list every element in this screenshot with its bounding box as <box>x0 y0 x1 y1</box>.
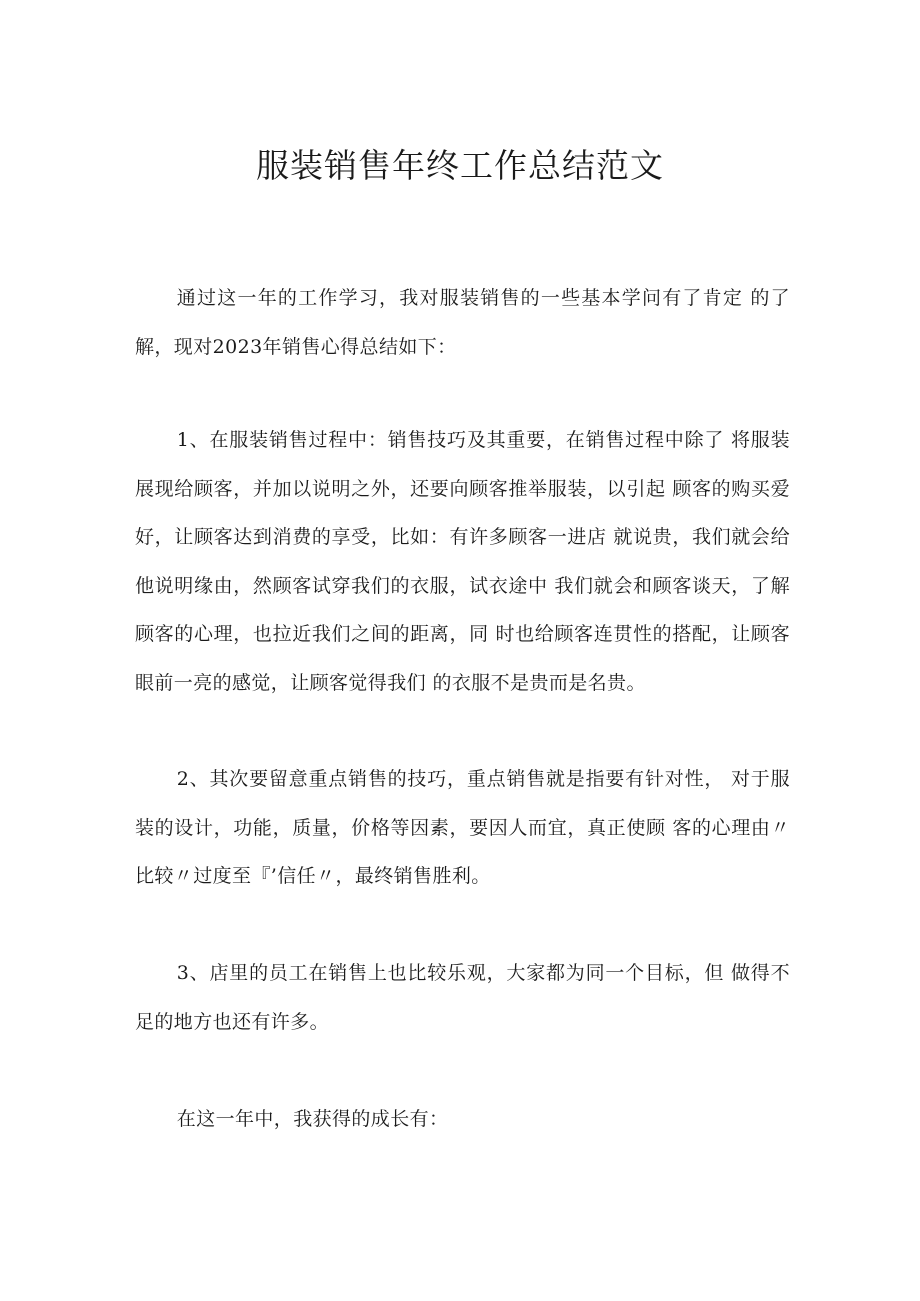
paragraph-point-3: 3、店里的员工在销售上也比较乐观，大家都为同一个目标，但 做得不足的地方也还有许多。 <box>135 962 790 1033</box>
paragraph-intro: 通过这一年的工作学习，我对服装销售的一些基本学问有了肯定 的了解，现对2023年销售心得总结如下： <box>135 287 790 358</box>
paragraph-point-1: 1、在服装销售过程中：销售技巧及其重要，在销售过程中除了 将服装展现给顾客，并加以说明之外，还要向顾客推举服装，以引起 顾客的购买爱好，让顾客达到消费的享受，比如：有许多顾客一进店 就说贵，我们就会给他说明缘由，然顾客试穿我们的衣服，试衣途中 我们就会和顾客谈天，了解顾客的心理，也拉近我们之间的距离，同 时也给顾客连贯性的搭配，让顾客眼前一亮的感觉，让顾客觉得我们 的衣服不是贵而是名贵。 <box>135 429 790 694</box>
paragraph-growth: 在这一年中，我获得的成长有： <box>176 1108 449 1130</box>
paragraph-point-2: 2、其次要留意重点销售的技巧，重点销售就是指要有针对性， 对于服装的设计，功能，质量，价格等因素，要因人而宜，真正使顾 客的心理由〃比较〃过度至『’信任〃，最终销售胜利。 <box>135 768 790 887</box>
document-title: 服装销售年终工作总结范文 <box>256 146 664 185</box>
